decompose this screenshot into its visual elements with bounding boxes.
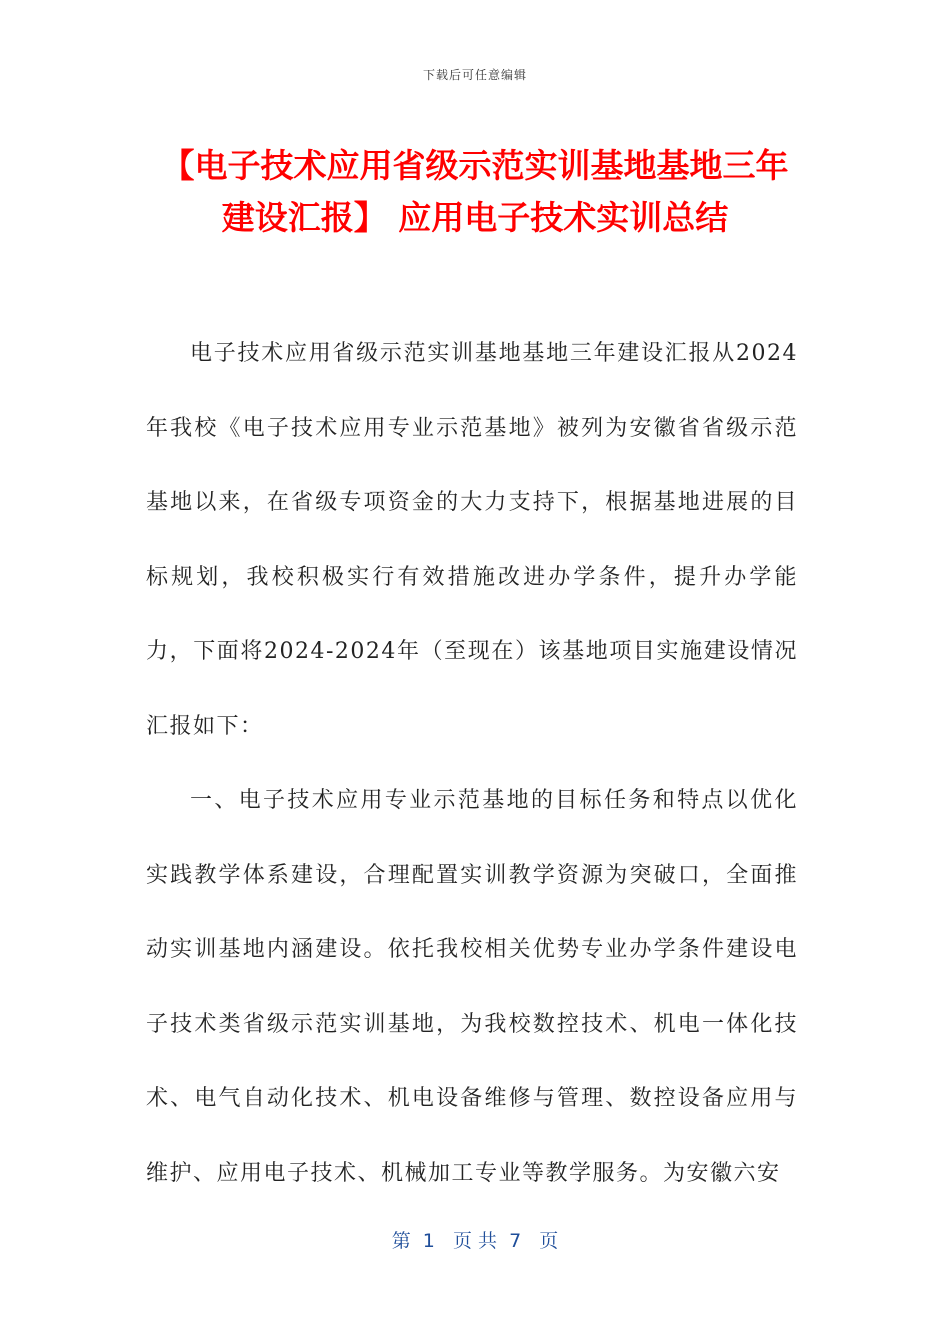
paragraph-intro: 电子技术应用省级示范实训基地基地三年建设汇报从2024年我校《电子技术应用专业示范基地》被列为安徽省省级示范基地以来，在省级专项资金的大力支持下，根据基地进展的目标规划，我校积极实行有效措施改进办学条件，提升办学能力，下面将2024-2024年（至现在）该基地项目实施建设情况汇报如下： xyxy=(146,341,798,739)
document-title xyxy=(120,140,830,244)
header-note: 下载后可任意编辑 xyxy=(422,68,527,82)
document-body xyxy=(146,317,798,1211)
page-footer: 第 1 页 共 7 页 xyxy=(391,1230,559,1252)
paragraph-section-1: 一、电子技术应用专业示范基地的目标任务和特点以优化实践教学体系建设，合理配置实训教学资源为突破口，全面推动实训基地内涵建设。依托我校相关优势专业办学条件建设电子技术类省级示范实训基地，为我校数控技术、机电一体化技术、电气自动化技术、机电设备维修与管理、数控设备应用与维护、应用电子技术、机械加工专业等教学服务。为安徽六安 xyxy=(146,788,798,1186)
title-line-2: 建设汇报】 应用电子技术实训总结 xyxy=(221,198,729,237)
title-line-1: 【电子技术应用省级示范实训基地基地三年 xyxy=(161,146,789,185)
